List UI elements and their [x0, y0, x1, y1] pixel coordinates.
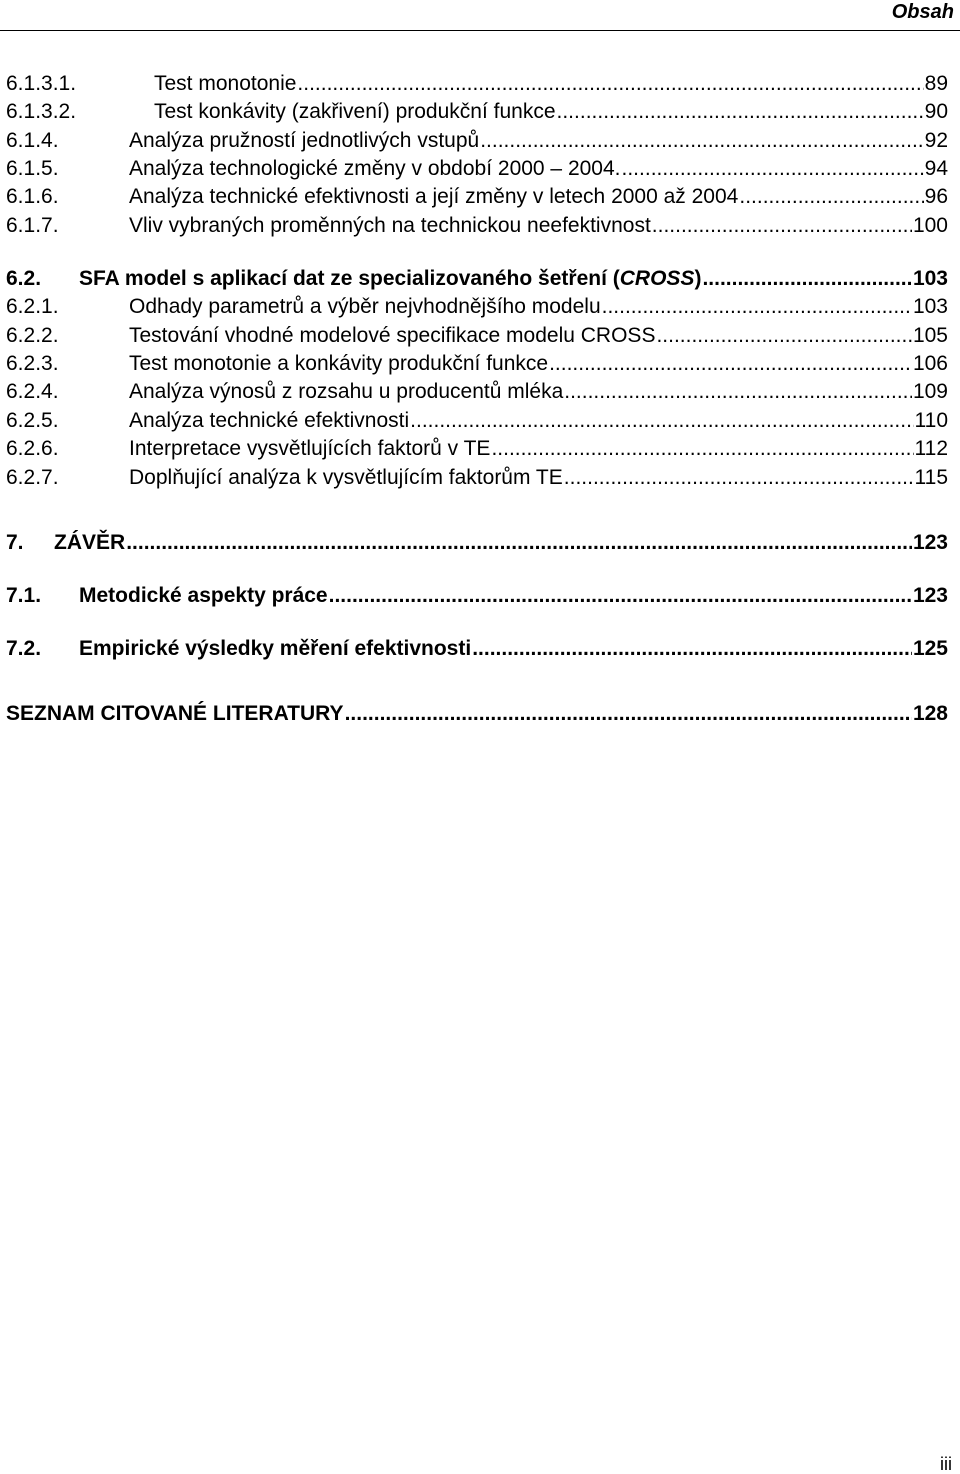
toc-page: 89 — [924, 72, 948, 95]
toc-number: 6.2.2. — [6, 324, 59, 347]
toc-page: 103 — [912, 295, 948, 318]
toc-title: Testování vhodné modelové specifikace modelu CROSS — [129, 324, 656, 347]
toc-entry[interactable] — [6, 465, 948, 491]
toc-leader — [702, 266, 912, 292]
toc-entry[interactable] — [6, 323, 948, 349]
toc-number: 6.2.3. — [6, 352, 59, 375]
toc-page: 123 — [912, 584, 948, 607]
toc-leader — [491, 436, 913, 462]
toc-leader — [656, 323, 912, 349]
toc-leader — [549, 351, 912, 377]
toc-number: 6.2.4. — [6, 380, 59, 403]
toc-title: Metodické aspekty práce — [79, 584, 328, 607]
toc-page: 110 — [914, 409, 948, 432]
toc-entry-section[interactable] — [6, 636, 948, 662]
toc-title: Empirické výsledky měření efektivnosti — [79, 637, 472, 660]
header-title: Obsah — [891, 1, 954, 23]
toc-page: 103 — [912, 267, 948, 290]
toc-page: 112 — [914, 437, 948, 460]
toc-page: 105 — [912, 324, 948, 347]
toc-page: 109 — [912, 380, 948, 403]
toc-title: Analýza technické efektivnosti a její změny v letech 2000 až 2004 — [129, 185, 739, 208]
toc-number: 6.2.5. — [6, 409, 59, 432]
toc-entry-chapter[interactable] — [6, 701, 948, 727]
toc-title: Analýza technologické změny v období 2000 – 2004. — [129, 157, 621, 180]
toc-title: Interpretace vysvětlujících faktorů v TE — [129, 437, 491, 460]
toc-title — [79, 266, 701, 292]
toc-page: 106 — [912, 352, 948, 375]
toc-number: 6.2.6. — [6, 437, 59, 460]
toc-entry[interactable] — [6, 71, 948, 97]
toc-leader — [297, 71, 923, 97]
toc-leader — [126, 530, 912, 556]
toc-entry[interactable] — [6, 128, 948, 154]
toc-entry[interactable] — [6, 408, 948, 434]
toc-entry[interactable] — [6, 351, 948, 377]
toc-page: 115 — [914, 466, 948, 489]
toc-title: Odhady parametrů a výběr nejvhodnějšího modelu — [129, 295, 601, 318]
toc-number: 6.1.7. — [6, 214, 59, 237]
toc-entry-section[interactable] — [6, 266, 948, 292]
page-number: iii — [940, 1454, 952, 1474]
toc-page: 94 — [924, 157, 948, 180]
toc-number: 6.1.5. — [6, 157, 59, 180]
toc-title: Analýza technické efektivnosti — [129, 409, 410, 432]
toc-title-end: ) — [694, 267, 702, 290]
toc-leader — [557, 99, 924, 125]
toc-leader — [652, 213, 912, 239]
toc-number: 6.2.7. — [6, 466, 59, 489]
toc-title: Analýza pružností jednotlivých vstupů — [129, 129, 480, 152]
toc-number: 6.1.6. — [6, 185, 59, 208]
toc-number: 7. — [6, 531, 24, 554]
toc-leader — [472, 636, 912, 662]
toc-title: Test konkávity (zakřivení) produkční funkce — [154, 100, 556, 123]
toc-entry[interactable] — [6, 213, 948, 239]
toc-page: 92 — [924, 129, 948, 152]
toc-title: Test monotonie — [154, 72, 297, 95]
toc-entry[interactable] — [6, 379, 948, 405]
toc-page: 90 — [924, 100, 948, 123]
toc-title: Doplňující analýza k vysvětlujícím faktorům TE — [129, 466, 563, 489]
toc-title-text: SFA model s aplikací dat ze specializovaného šetření ( — [79, 267, 620, 290]
toc-entry[interactable] — [6, 156, 948, 182]
toc-title: Test monotonie a konkávity produkční funkce — [129, 352, 549, 375]
toc-title: Vliv vybraných proměnných na technickou neefektivnost — [129, 214, 651, 237]
toc-page: 128 — [912, 702, 948, 725]
toc-leader — [622, 156, 924, 182]
toc-number: 6.1.4. — [6, 129, 59, 152]
toc-leader — [480, 128, 923, 154]
toc-leader — [602, 294, 912, 320]
toc-entry[interactable] — [6, 99, 948, 125]
toc-leader — [329, 583, 912, 609]
toc-page: 123 — [912, 531, 948, 554]
toc-entry-chapter[interactable] — [6, 530, 948, 556]
toc-number: 6.1.3.2. — [6, 100, 77, 123]
toc-entry-section[interactable] — [6, 583, 948, 609]
toc-entry[interactable] — [6, 294, 948, 320]
toc-number: 6.2. — [6, 267, 42, 290]
header-rule — [0, 30, 960, 31]
toc-number: 6.1.3.1. — [6, 72, 77, 95]
toc-number: 7.2. — [6, 637, 42, 660]
toc-number: 7.1. — [6, 584, 42, 607]
toc-title-emphasis: CROSS — [619, 267, 695, 290]
toc-title: SEZNAM CITOVANÉ LITERATURY — [6, 702, 344, 725]
toc-number: 6.2.1. — [6, 295, 59, 318]
toc-leader — [564, 379, 912, 405]
toc-title: Analýza výnosů z rozsahu u producentů mléka — [129, 380, 564, 403]
toc-page: 100 — [912, 214, 948, 237]
toc-leader — [410, 408, 913, 434]
toc-title: ZÁVĚR — [54, 531, 126, 554]
toc-entry[interactable] — [6, 436, 948, 462]
toc-entry[interactable] — [6, 184, 948, 210]
toc-leader — [739, 184, 923, 210]
toc-leader — [564, 465, 914, 491]
toc-leader — [345, 701, 912, 727]
toc-page: 125 — [912, 637, 948, 660]
toc-page: 96 — [924, 185, 948, 208]
